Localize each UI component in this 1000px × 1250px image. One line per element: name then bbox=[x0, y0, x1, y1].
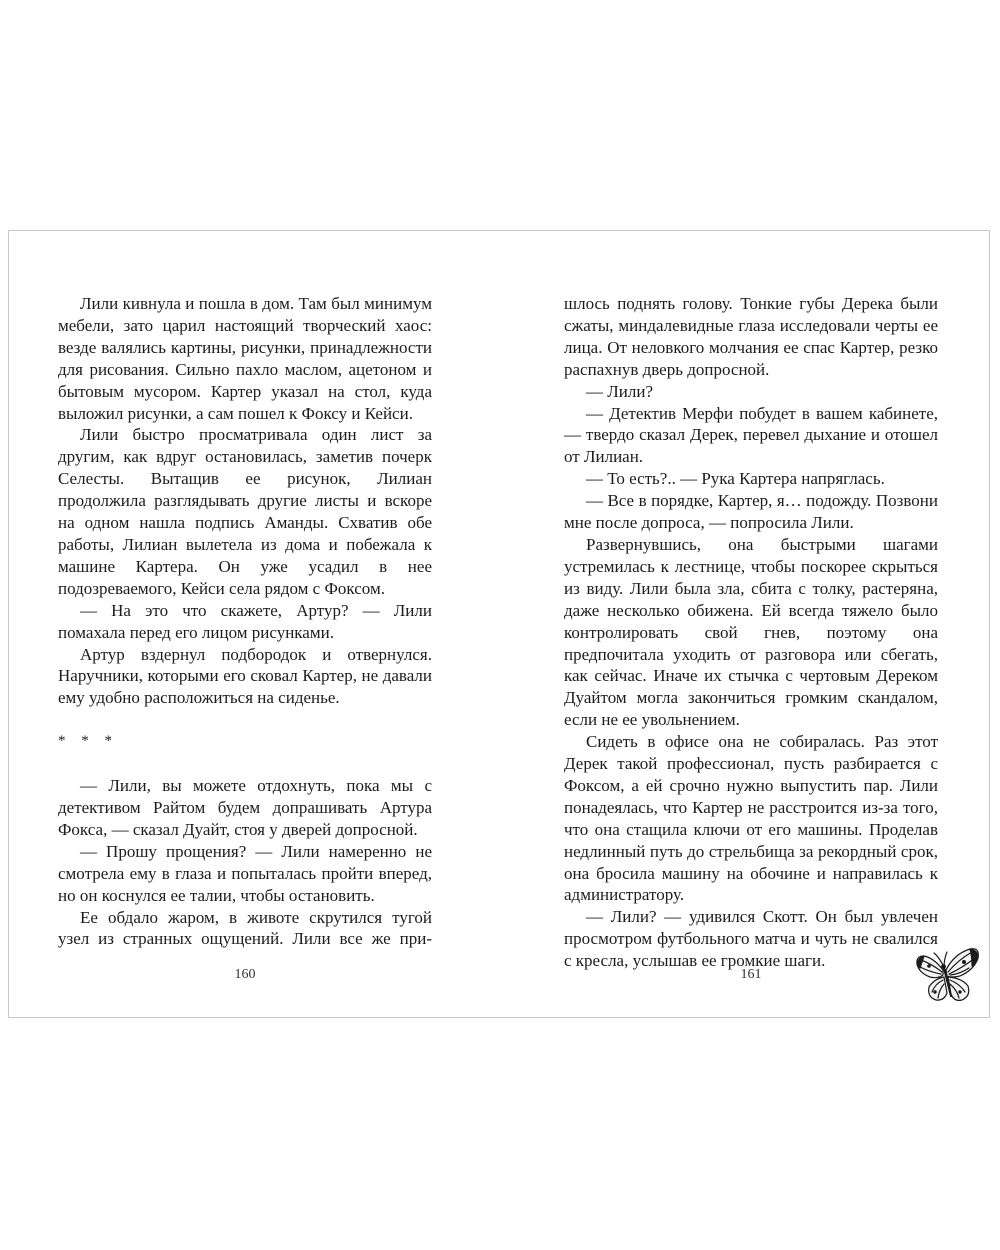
paragraph: Артур вздернул подбородок и отвернулся. Наручники, которыми его сковал Картер, не давали ему удобно расположиться на сиденье. bbox=[58, 644, 432, 708]
page-number-right: 161 bbox=[740, 967, 762, 982]
scene-separator: * * * bbox=[58, 733, 118, 750]
paragraph: Сидеть в офисе она не собиралась. Раз этот Дерек такой профессионал, пусть разбирается с Фоксом, а ей срочно нужно выпустить пар. Лили понадеялась, что Картер не расстроится из-за того, что она стащила ключи от его машины. Проделав недлинный путь до стрельбища за рекордный срок, она бросила машину на обочине и направилась к администратору. bbox=[564, 732, 938, 905]
butterfly-icon bbox=[914, 946, 982, 1008]
paragraph: — Прошу прощения? — Лили намеренно не смотрела ему в глаза и попыталась пройти вперед, но он коснулся ее талии, чтобы остановить. bbox=[58, 841, 432, 905]
paragraph: — Лили? bbox=[586, 381, 654, 401]
paragraph: — Лили? — удивился Скотт. Он был увлечен просмотром футбольного матча и чуть не свалился с кресла, услышав ее громкие шаги. bbox=[564, 907, 938, 971]
paragraph: Лили кивнула и пошла в дом. Там был минимум мебели, зато царил настоящий творческий хаос: везде валялись картины, рисунки, принадлежности для рисования. Сильно пахло маслом, ацетоном и бытовым мусором. Картер указал на стол, куда выложил рисунки, а сам пошел к Фоксу и Кейси. bbox=[58, 294, 432, 423]
page-number-left: 160 bbox=[234, 967, 256, 982]
right-page bbox=[564, 293, 938, 972]
paragraph: — Лили, вы можете отдохнуть, пока мы с детективом Райтом будем допрашивать Артура Фокса, — сказал Дуайт, стоя у дверей допросной. bbox=[58, 776, 432, 839]
paragraph: Ее обдало жаром, в животе скрутился тугой узел из странных ощущений. Лили все же при- bbox=[58, 907, 432, 949]
paragraph: шлось поднять голову. Тонкие губы Дерека были сжаты, миндалевидные глаза исследовали черты ее лица. От неловкого молчания ее спас Картер, резко распахнув дверь допросной. bbox=[564, 294, 938, 379]
paragraph: Развернувшись, она быстрыми шагами устремилась к лестнице, чтобы поскорее скрыться из виду. Лили была зла, сбита с толку, растеряна, даже несколько обижена. Ей всегда тяжело было контролировать свой гнев, поэтому она предпочитала уходить от разговора или сбегать, как сейчас. Иначе их стычка с чертовым Дереком Дуайтом могла закончиться громким скандалом, если не ее увольнением. bbox=[564, 534, 938, 730]
paragraph: Лили быстро просматривала один лист за другим, как вдруг остановилась, заметив почерк Селесты. Вытащив ее рисунок, Лилиан продолжила разглядывать другие листы и вскоре на одном нашла подпись Аманды. Схватив обе работы, Лилиан вылетела из дома и побежала к машине Картера. Он уже усадил в нее подозреваемого, Кейси села рядом с Фоксом. bbox=[58, 425, 432, 598]
paragraph: — Детектив Мерфи побудет в вашем кабинете, — твердо сказал Дерек, перевел дыхание и отошел от Лилиан. bbox=[564, 403, 938, 467]
book-spread bbox=[8, 230, 990, 1018]
paragraph: — То есть?.. — Рука Картера напряглась. bbox=[586, 469, 885, 489]
paragraph: — Все в порядке, Картер, я… подожду. Позвони мне после допроса, — попросила Лили. bbox=[564, 491, 938, 533]
paragraph: — На это что скажете, Артур? — Лили помахала перед его лицом рисунками. bbox=[58, 600, 432, 642]
left-page bbox=[58, 293, 432, 950]
